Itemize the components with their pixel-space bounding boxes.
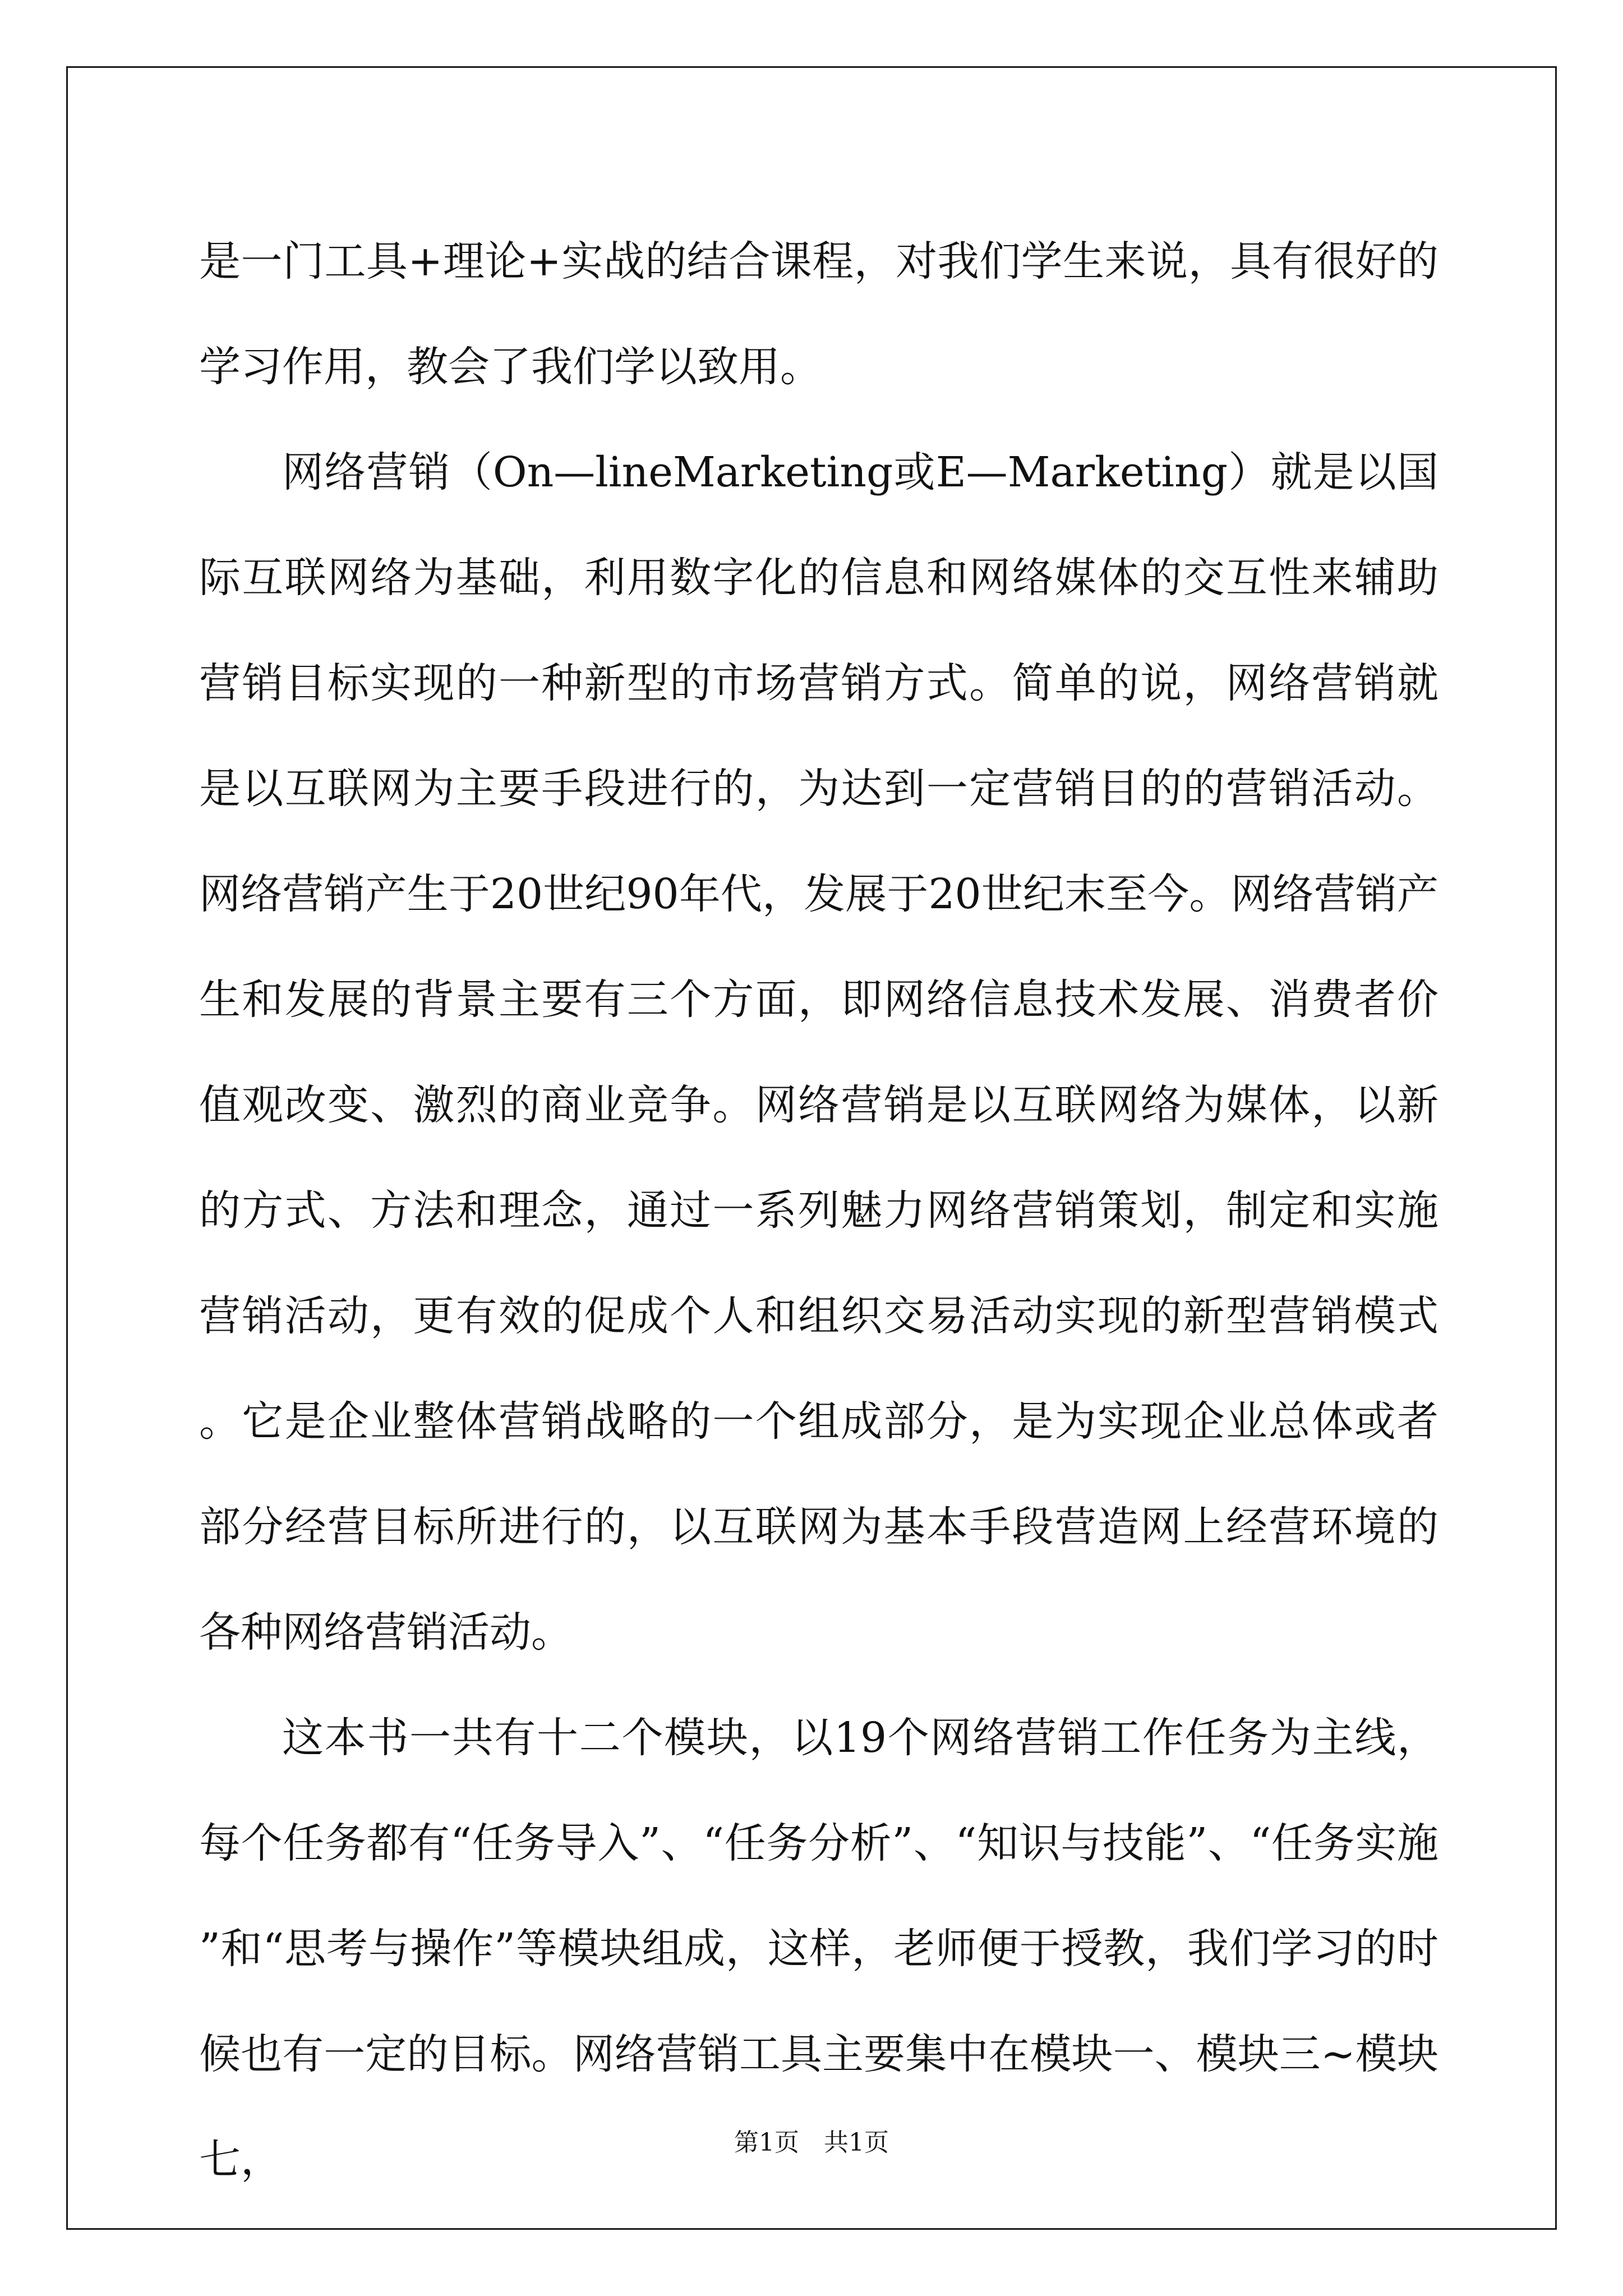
paragraph-book-modules: 这本书一共有十二个模块，以19个网络营销工作任务为主线，每个任务都有“任务导入”、“任务分析”、“知识与技能”、“任务实施”和“思考与操作”等模块组成，这样，老师便于授教，我们学习的时候也有一定的目标。网络营销工具主要集中在模块一、模块三~模块七， (199, 1714, 1438, 2184)
page-footer (0, 2126, 1623, 2160)
paragraph-network-marketing: 网络营销（On—lineMarketing或E—Marketing）就是以国际互联网络为基础，利用数字化的信息和网络媒体的交互性来辅助营销目标实现的一种新型的市场营销方式。简单的说，网络营销就是以互联网为主要手段进行的，为达到一定营销目的的营销活动。网络营销产生于20世纪90年代，发展于20世纪末至今。网络营销产生和发展的背景主要有三个方面，即网络信息技术发展、消费者价值观改变、激烈的商业竞争。网络营销是以互联网络为媒体，以新的方式、方法和理念，通过一系列魅力网络营销策划，制定和实施营销活动，更有效的促成个人和组织交易活动实现的新型营销模式。它是企业整体营销战略的一个组成部分，是为实现企业总体或者部分经营目标所进行的，以互联网为基本手段营造网上经营环境的各种网络营销活动。 (199, 448, 1438, 1657)
document-body (199, 209, 1438, 2212)
paragraph-continuation: 是一门工具+理论+实战的结合课程，对我们学生来说，具有很好的学习作用，教会了我们学以致用。 (199, 237, 1438, 391)
page-number: 第1页 共1页 (734, 2128, 889, 2157)
